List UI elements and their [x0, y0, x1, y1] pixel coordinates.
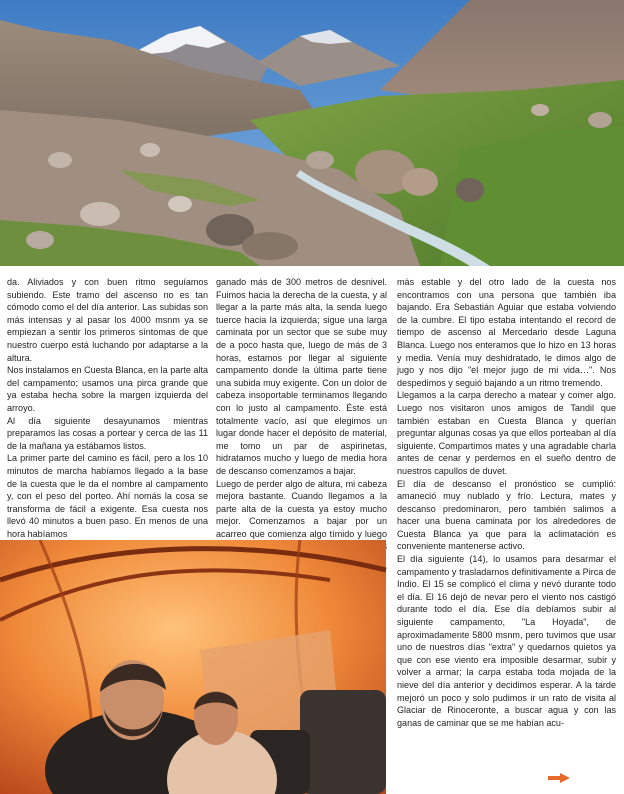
article-column-1 [7, 276, 208, 539]
paragraph: La primer parte del camino es fácil, pero a los 10 minutos de marcha habíamos llegado a la base de la cuesta que le da el nombre al campamento y, con el peso del porteo. Ahí nomás la cosa se transforma de fácil a exigente. Esa cuesta nos llevó 40 minutos a buen paso. En menos de una hora habíamos [7, 453, 208, 539]
paragraph: Luego de perder algo de altura, mi cabeza mejora bastante. Cuando llegamos a la parte alta de la cuesta ya estoy mucho mejor. Comenzamos a bajar por un acarreo que comienza algo tímido y luego [216, 478, 387, 539]
paragraph: da. Aliviados y con buen ritmo seguíamos subiendo. Este tramo del ascenso no es tan cómodo como el del día anterior. Las subidas son más intensas y al pasar los 4000 msnm ya se empiezan a sentir los primeros síntomas de que nuestro cuerpo está luchando por adaptarse a la altura. [7, 277, 208, 363]
landscape-photo [0, 0, 624, 266]
paragraph: más estable y del otro lado de la cuesta nos encontramos con una persona que también iba bajando. Era Sebastián Aguiar que estaba volviendo de la cumbre. El tipo estaba intentando el record de tiempo de ascenso al Mercedario desde Laguna Blanca. Luego nos enteramos que lo hizo en 13 horas y media. Venía muy deshidratado, le dimos algo de jugo y nos dijo "el mejor jugo de mi vida…". Nos despedimos y seguió bajando a un ritmo tremendo. [397, 277, 616, 388]
paragraph: Nos instalamos en Cuesta Blanca, en la parte alta del campamento; usamos una pirca grande que ya estaba hecha sobre la margen izquierda del arroyo. [7, 365, 208, 413]
tent-photo [0, 540, 386, 794]
paragraph: El día de descanso el pronóstico se cumplió: amaneció muy nublado y frío. Lectura, mates y descanso predominaron, pero también salimos a hacer una buena caminata por los alrededores de Cuesta Blanca ya que para la aclimatación es conveniente mantenerse activo. [397, 478, 616, 552]
paragraph: Llegamos a la carpa derecho a matear y comer algo. Luego nos visitaron unos amigos de Tandil que también estaban en Cuesta Blanca y querían preguntar algunas cosas ya que ellos porteaban al día siguiente. Compartimos mates y una agradable charla antes de cenar y perdernos en el sueño dentro de nuestros capullos de duvet. [397, 390, 616, 476]
paragraph: ganado más de 300 metros de desnivel. Fuimos hacia la derecha de la cuesta, y al llegar a la parte más alta, la senda luego tuerce hacia la izquierda; sigue una larga caminata por un sector que se sube muy de a poco hasta que, luego de más de 3 horas, estamos por llegar al siguiente campamento donde la última parte tiene una subida muy exigente. Con un dolor de cabeza insoportable terminamos llegando con lo justo al campamento. Éste está totalmente vacío, así que elegimos un lugar donde hacer el depósito de material, me tomo un par de aspirinetas, hidratamos mucho y luego de media hora de descanso comenzamos a bajar. [216, 277, 387, 476]
article-column-2 [216, 276, 387, 539]
backpack [300, 690, 386, 794]
article-column-3 [397, 276, 616, 776]
arrow-right-icon [548, 773, 570, 783]
paragraph: El día siguiente (14), lo usamos para desarmar el campamento y trasladarnos definitivamente a Pirca de Indio. El 15 se complicó el clima y nevó durante todo el día. El 16 dejó de nevar pero el viento nos castigó durante todo el día. Ese día debíamos subir al siguiente campamento, "La Hoyada", de aproximadamente 5800 msnm, pero tuvimos que usar uno de nuestros días "extra" y quedarnos quietos ya que con ese viento era imposible desarmar, subir y volver a armar; la carpa estaba toda mojada de la nieve del día anterior y decidimos esperar. A la tarde mejoró un poco y solo pudimos ir un rato de visita al Glaciar de Rinoceronte, a buscar agua y con las ganas de caminar que se me habían acu- [397, 554, 616, 728]
paragraph: Al día siguiente desayunamos mientras preparamos las cosas a portear y cerca de las 11 de la mañana ya estábamos listos. [7, 415, 208, 451]
